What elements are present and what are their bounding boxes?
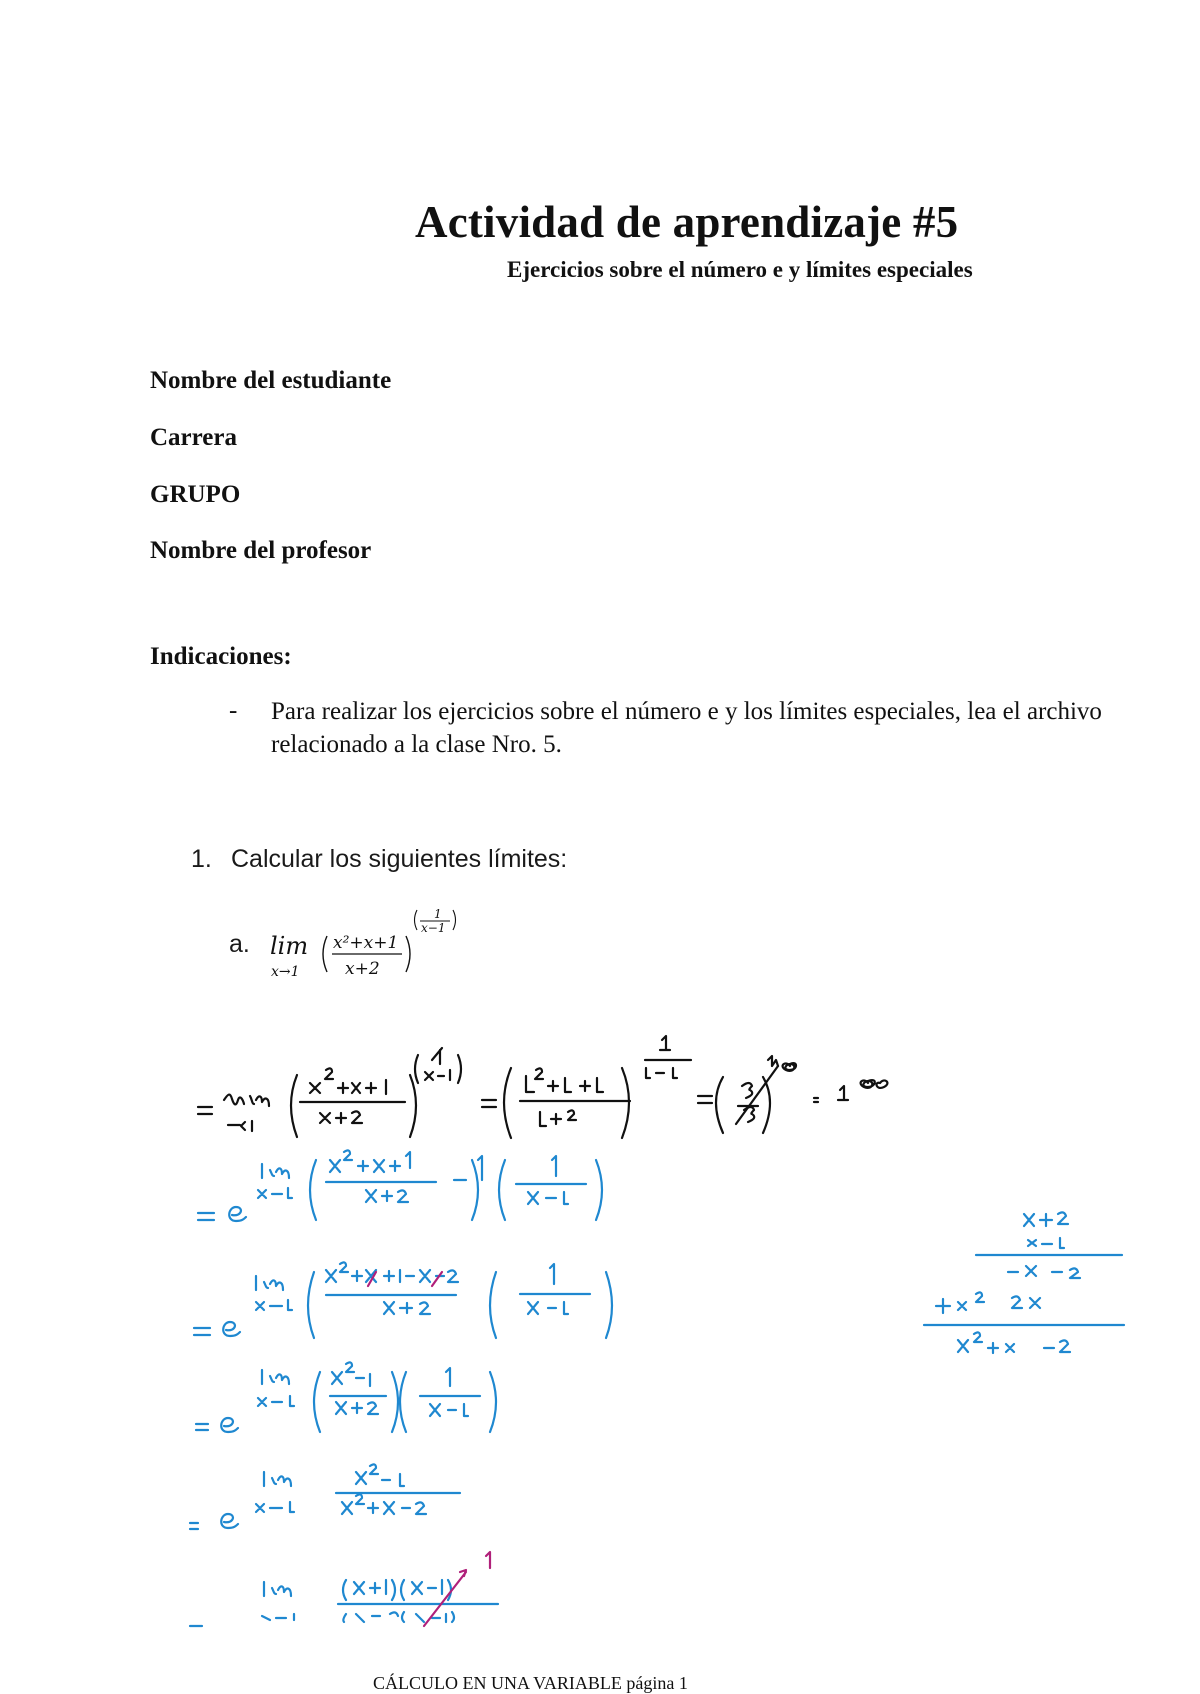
handwritten-step-6 xyxy=(190,1580,498,1626)
handwritten-step-5 xyxy=(190,1464,460,1529)
handwritten-step-2 xyxy=(198,1150,602,1221)
limit-subscript: x→1 xyxy=(271,964,300,980)
handwritten-step-3 xyxy=(194,1262,612,1338)
indications-text: Para realizar los ejercicios sobre el número e y los límites especiales, lea el archivo relacionado a la clase Nro. 5. xyxy=(271,698,1102,758)
exponent-denominator: x−1 xyxy=(421,921,446,935)
question-text: Calcular los siguientes límites: xyxy=(231,845,568,873)
page-title: Actividad de aprendizaje #5 xyxy=(415,197,959,247)
indications-heading: Indicaciones: xyxy=(150,643,292,670)
handwritten-division xyxy=(924,1212,1124,1353)
denominator: x+2 xyxy=(345,959,380,979)
exponent-numerator: 1 xyxy=(434,907,442,921)
limit-word: lim xyxy=(270,932,309,960)
bullet-dash: - xyxy=(229,697,238,724)
field-career: Carrera xyxy=(150,424,237,451)
field-student-name: Nombre del estudiante xyxy=(150,367,392,394)
page-subtitle: Ejercicios sobre el número e y límites especiales xyxy=(507,257,973,282)
field-group: GRUPO xyxy=(150,481,241,508)
page-footer: CÁLCULO EN UNA VARIABLE página 1 xyxy=(373,1673,688,1693)
handwritten-step-1 xyxy=(198,1036,887,1138)
numerator: x²+x+1 xyxy=(333,933,399,953)
handwritten-step-4 xyxy=(196,1362,496,1432)
field-professor: Nombre del profesor xyxy=(150,537,372,564)
question-number: 1. xyxy=(191,845,212,873)
item-letter: a. xyxy=(229,930,250,958)
handwritten-corrections xyxy=(368,1272,490,1626)
